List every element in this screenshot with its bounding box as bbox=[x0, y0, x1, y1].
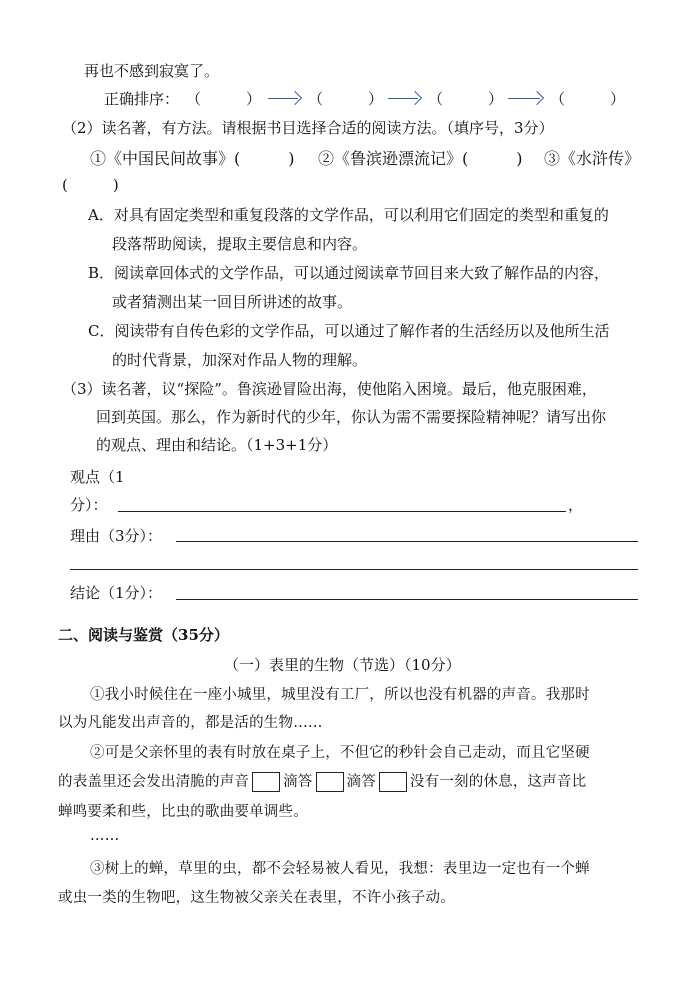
blank-box[interactable] bbox=[252, 772, 280, 792]
paragraph-2-text-b: 滴答 bbox=[283, 774, 313, 790]
order-slot-2[interactable]: （ ） bbox=[308, 90, 384, 108]
paragraph-2-line-2 bbox=[58, 770, 586, 792]
option-a-line-2: 段落帮助阅读，提取主要信息和内容。 bbox=[112, 235, 368, 253]
option-b-line-1: B．阅读章回体式的文学作品，可以通过阅读章节回目来大致了解作品的内容， bbox=[88, 264, 610, 282]
conclusion-answer-line[interactable] bbox=[176, 599, 638, 600]
order-slot-3[interactable]: （ ） bbox=[428, 90, 504, 108]
paragraph-2-text-c: 滴答 bbox=[346, 774, 376, 790]
book-2: ②《鲁滨逊漂流记》( ) bbox=[318, 149, 523, 168]
reason-answer-line-1[interactable] bbox=[176, 541, 638, 542]
paragraph-3-line-2: 或虫一类的生物吧，这生物被父亲关在表里，不许小孩子动。 bbox=[58, 890, 455, 906]
option-a-line-1: A．对具有固定类型和重复段落的文学作品，可以利用它们固定的类型和重复的 bbox=[88, 206, 609, 224]
view-answer-line[interactable] bbox=[118, 511, 566, 512]
reason-answer-line-2[interactable] bbox=[70, 569, 638, 570]
passage-title: （一）表里的生物（节选）（10分） bbox=[224, 656, 461, 674]
order-label: 正确排序： bbox=[104, 90, 180, 108]
option-c-line-2: 的时代背景，加深对作品人物的理解。 bbox=[112, 351, 368, 369]
q3-stem-line-1: （3）读名著，议“探险”。鲁滨逊冒险出海，使他陷入困境。最后，他克服困难， bbox=[62, 380, 597, 398]
order-slot-4[interactable]: （ ） bbox=[550, 90, 626, 108]
section-heading: 二、阅读与鉴赏（35分） bbox=[58, 626, 229, 644]
ellipsis: …… bbox=[90, 828, 120, 844]
paragraph-2-line-3: 蝉鸣要柔和些，比虫的歌曲要单调些。 bbox=[58, 804, 308, 820]
book-1: ①《中国民间故事》( ) bbox=[90, 149, 295, 168]
reason-label: 理由（3分）： bbox=[70, 527, 163, 545]
option-b-line-2: 或者猜测出某一回目所讲述的故事。 bbox=[112, 293, 353, 311]
q2-stem: （2）读名著，有方法。请根据书目选择合适的阅读方法。（填序号，3分） bbox=[62, 119, 554, 137]
paragraph-2-text-a: 的表盖里还会发出清脆的声音 bbox=[58, 774, 250, 790]
continue-line: 再也不感到寂寞了。 bbox=[84, 62, 220, 80]
arrow-right-icon bbox=[508, 98, 540, 99]
paragraph-3-line-1: ③树上的蝉，草里的虫，都不会轻易被人看见，我想：表里边一定也有一个蝉 bbox=[90, 861, 590, 877]
view-label-1: 观点（1 bbox=[70, 468, 125, 486]
conclusion-label: 结论（1分）： bbox=[70, 584, 163, 602]
book-3: ③《水浒传》 bbox=[544, 149, 641, 168]
view-label-2: 分）： bbox=[70, 496, 108, 514]
paragraph-2-line-1: ②可是父亲怀里的表有时放在桌子上，不但它的秒针会自己走动，而且它坚硬 bbox=[90, 745, 590, 761]
arrow-right-icon bbox=[268, 98, 298, 99]
view-end-comma: ， bbox=[568, 496, 584, 514]
order-slot-1[interactable]: （ ） bbox=[186, 90, 262, 108]
q3-stem-line-3: 的观点、理由和结论。（1+3+1分） bbox=[96, 436, 338, 454]
book-3-blank[interactable]: ( ) bbox=[62, 176, 119, 194]
blank-box[interactable] bbox=[316, 772, 344, 792]
paragraph-1-line-1: ①我小时候住在一座小城里，城里没有工厂，所以也没有机器的声音。我那时 bbox=[90, 687, 590, 703]
q3-stem-line-2: 回到英国。那么，作为新时代的少年，你认为需不需要探险精神呢？请写出你 bbox=[96, 408, 607, 426]
paragraph-1-line-2: 以为凡能发出声音的，都是活的生物…… bbox=[58, 715, 323, 731]
blank-box[interactable] bbox=[379, 772, 407, 792]
paragraph-2-text-d: 没有一刻的休息，这声音比 bbox=[409, 774, 587, 790]
option-c-line-1: C．阅读带有自传色彩的文学作品，可以通过了解作者的生活经历以及他所生活 bbox=[88, 322, 610, 340]
arrow-right-icon bbox=[388, 98, 418, 99]
